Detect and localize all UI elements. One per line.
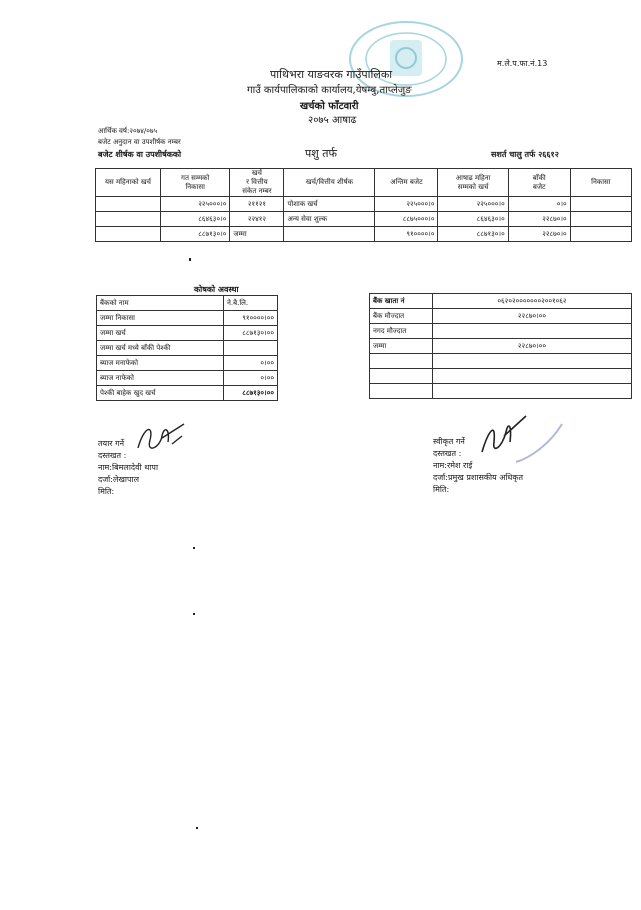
table-row: ब्याज मनाफेको ०।०० bbox=[97, 356, 278, 371]
speck bbox=[189, 258, 191, 261]
col-remarks: निकासा bbox=[570, 169, 631, 197]
prepared-signature bbox=[132, 418, 186, 458]
table-row: जम्मा २२८७०।०० bbox=[370, 339, 632, 354]
fiscal-year: आर्थिक वर्ष:२०७४/०७५ bbox=[98, 127, 158, 135]
report-date: २०७५ आषाढ bbox=[308, 115, 357, 126]
conditional-label: सशर्त चालु तर्फ २६६१२ bbox=[491, 150, 559, 159]
speck bbox=[193, 613, 195, 615]
col-till-expense: आषाढ महिना सम्मको खर्च bbox=[438, 169, 508, 197]
bank-table bbox=[369, 293, 632, 399]
speck bbox=[196, 827, 198, 829]
col-month-expense: यस महिनाको खर्च bbox=[96, 169, 161, 197]
office-name: गाउँ कार्यपालिकाको कार्यालय,येषम्बु,ताप्लेजुङ bbox=[247, 85, 412, 96]
treasury-title: कोषको अवस्था bbox=[194, 285, 239, 294]
table-row: जम्मा खर्च ८८७१३०।०० bbox=[97, 326, 278, 341]
table-row bbox=[370, 354, 632, 369]
table-row: ८६४६३०।० २२४१२ अन्य सेवा शुल्क ८८७५०००।० ८६४६३०।० २२८७०।० bbox=[96, 212, 632, 227]
page-title: खर्चको फाँटवारी bbox=[300, 101, 359, 112]
table-row-total: ८८७१३०।० जम्मा ९१००००।० ८८७१३०।० २२८७०।० bbox=[96, 227, 632, 242]
grant-label: बजेट अनुदान वा उपशीर्षक नम्बर bbox=[98, 138, 181, 146]
table-row: नगद मौज्दात bbox=[370, 324, 632, 339]
expense-table bbox=[95, 168, 632, 242]
col-remaining: बाँकी बजेट bbox=[508, 169, 570, 197]
table-row: बैंक मौज्दात २२८७०।०० bbox=[370, 309, 632, 324]
table-row bbox=[370, 369, 632, 384]
table-row: पेश्की बाहेक खुद खर्च ८८७१३०।०० bbox=[97, 386, 278, 401]
form-number: म.ले.प.फा.नं.13 bbox=[497, 59, 548, 68]
budget-head-label: बजेट शीर्षक वा उपशीर्षकको bbox=[98, 150, 182, 159]
municipality-name: पाथिभरा याङवरक गाउँपालिका bbox=[270, 68, 393, 81]
table-row bbox=[370, 384, 632, 399]
speck bbox=[193, 547, 195, 549]
table-row: ब्याज नाफेको ०।०० bbox=[97, 371, 278, 386]
table-row: बैंक खाता नं ०६२०२०००००००२००१०६२ bbox=[370, 294, 632, 309]
col-withdrawal: गत सम्मको निकासा bbox=[161, 169, 230, 197]
col-final-budget: अन्तिम बजेट bbox=[375, 169, 438, 197]
table-row: जम्मा खर्च मध्ये बाँकी पेश्की bbox=[97, 341, 278, 356]
section-title: पशु तर्फ bbox=[305, 147, 337, 160]
table-header-row bbox=[96, 169, 632, 197]
col-title: खर्च/वित्तीय शीर्षक bbox=[284, 169, 375, 197]
approved-seal-stamp bbox=[510, 418, 566, 466]
table-row: २२५०००।० २११२१ पोशाक खर्च २२५०००।० २२५०००।० ०।० bbox=[96, 197, 632, 212]
treasury-table bbox=[96, 295, 278, 401]
col-code: खर्च र वित्तीय संकेत नम्बर bbox=[230, 169, 284, 197]
table-row: बैंकको नाम ने.बै.लि. bbox=[97, 296, 278, 311]
table-row: जम्मा निकासा ९१००००।०० bbox=[97, 311, 278, 326]
